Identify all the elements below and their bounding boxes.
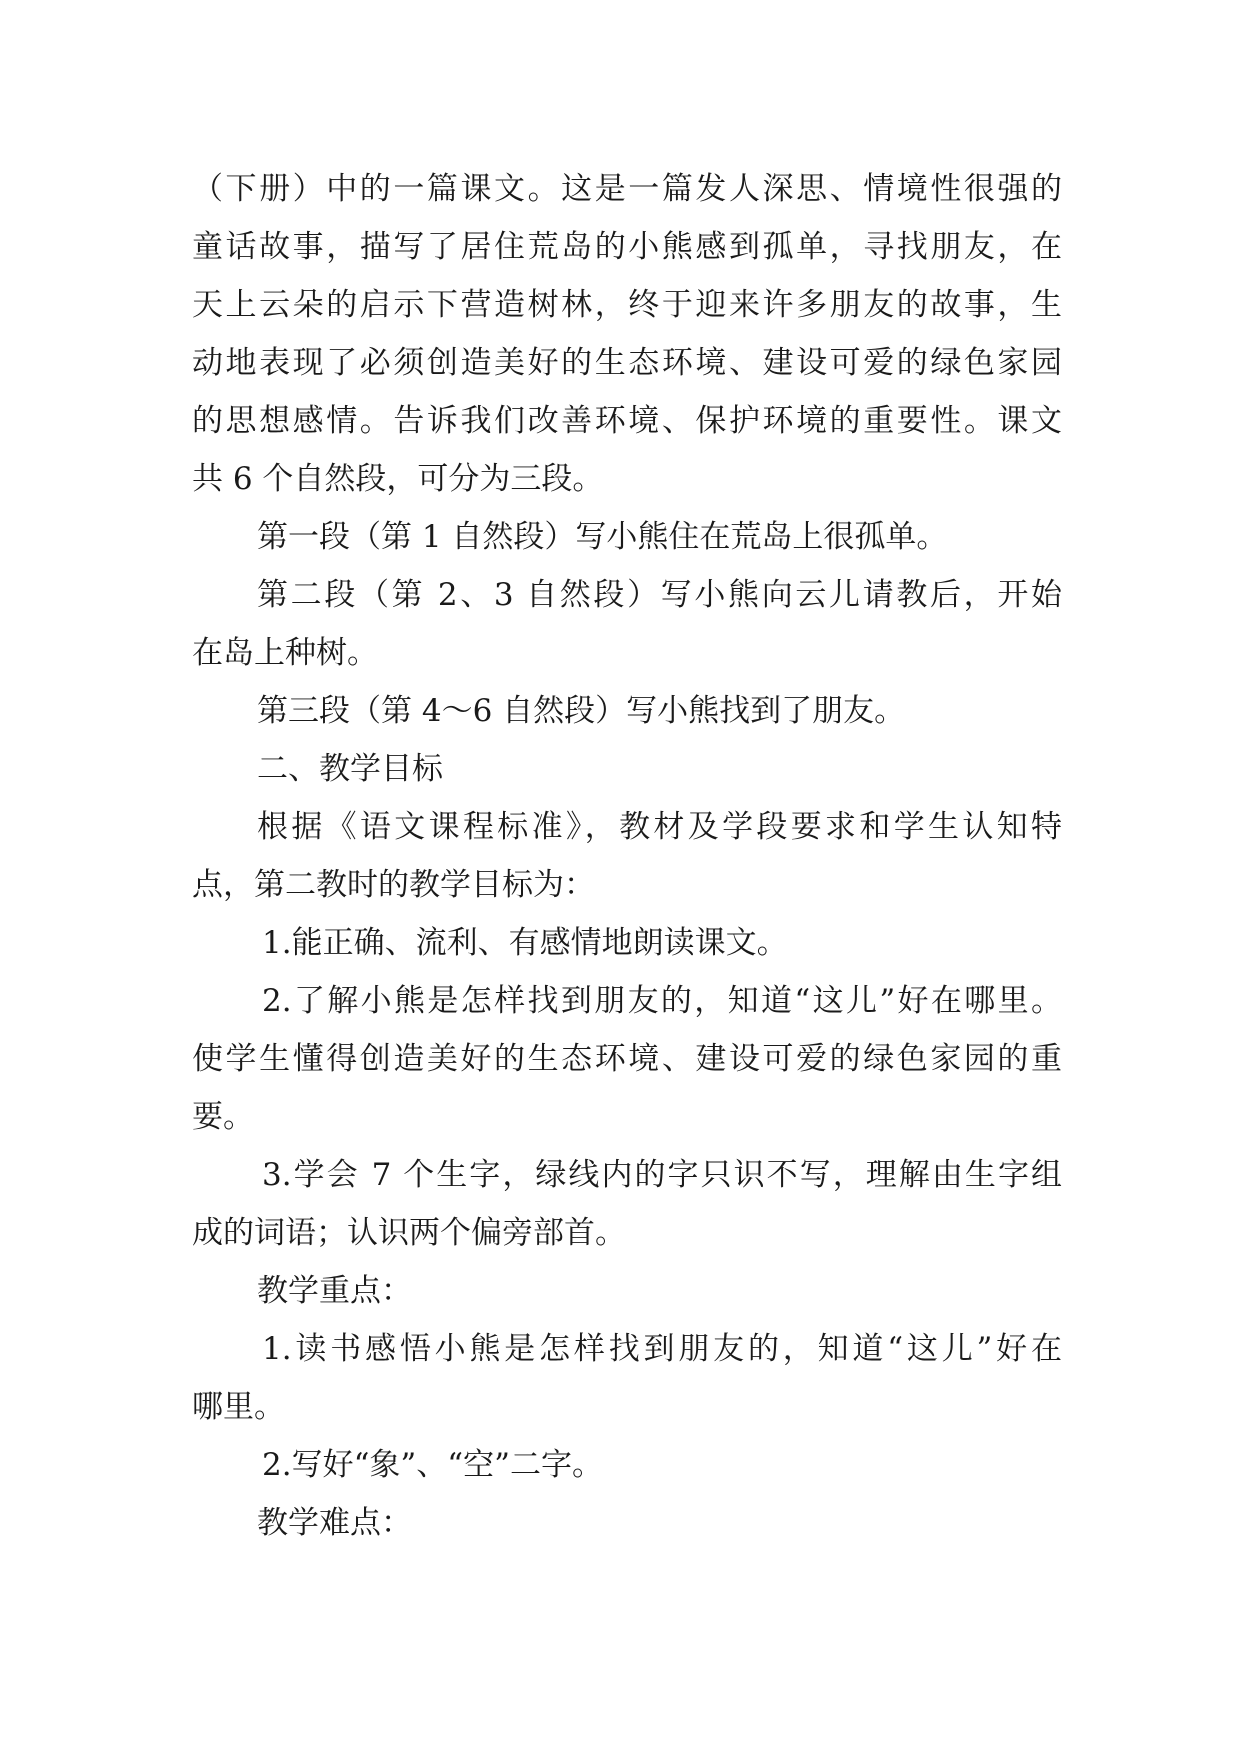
list-item: 1.读书感悟小熊是怎样找到朋友的，知道“这儿”好在: [262, 1331, 1062, 1367]
list-item: 1.能正确、流利、有感情地朗读课文。: [262, 925, 788, 961]
text-line: 第一段（第 1 自然段）写小熊住在荒岛上很孤单。: [257, 519, 948, 555]
text-line: 第二段（第 2、3 自然段）写小熊向云儿请教后，开始: [257, 577, 1062, 613]
text-line: （下册）中的一篇课文。这是一篇发人深思、情境性很强的: [192, 171, 1062, 207]
text-line: 的思想感情。告诉我们改善环境、保护环境的重要性。课文: [192, 403, 1062, 439]
subheading: 教学难点：: [257, 1505, 412, 1541]
text-line: 使学生懂得创造美好的生态环境、建设可爱的绿色家园的重: [192, 1041, 1062, 1077]
subheading: 教学重点：: [257, 1273, 412, 1309]
text-line: 动地表现了必须创造美好的生态环境、建设可爱的绿色家园: [192, 345, 1062, 381]
text-line: 点，第二教时的教学目标为：: [192, 867, 595, 903]
text-line: 成的词语；认识两个偏旁部首。: [192, 1215, 626, 1251]
text-line: 在岛上种树。: [192, 635, 378, 671]
text-line: 童话故事，描写了居住荒岛的小熊感到孤单，寻找朋友，在: [192, 229, 1062, 265]
text-line: 哪里。: [192, 1389, 285, 1425]
text-line: 根据《语文课程标准》，教材及学段要求和学生认知特: [257, 809, 1062, 845]
list-item: 2.写好“象”、“空”二字。: [262, 1447, 603, 1483]
text-line: 要。: [192, 1099, 254, 1135]
text-line: 第三段（第 4～6 自然段）写小熊找到了朋友。: [257, 693, 906, 729]
text-line: 共 6 个自然段，可分为三段。: [192, 461, 604, 497]
body-text: [192, 160, 1062, 1552]
list-item: 2.了解小熊是怎样找到朋友的，知道“这儿”好在哪里。: [262, 983, 1062, 1019]
text-line: 天上云朵的启示下营造树林，终于迎来许多朋友的故事，生: [192, 287, 1062, 323]
section-heading: 二、教学目标: [257, 751, 443, 787]
list-item: 3.学会 7 个生字，绿线内的字只识不写，理解由生字组: [262, 1157, 1062, 1193]
